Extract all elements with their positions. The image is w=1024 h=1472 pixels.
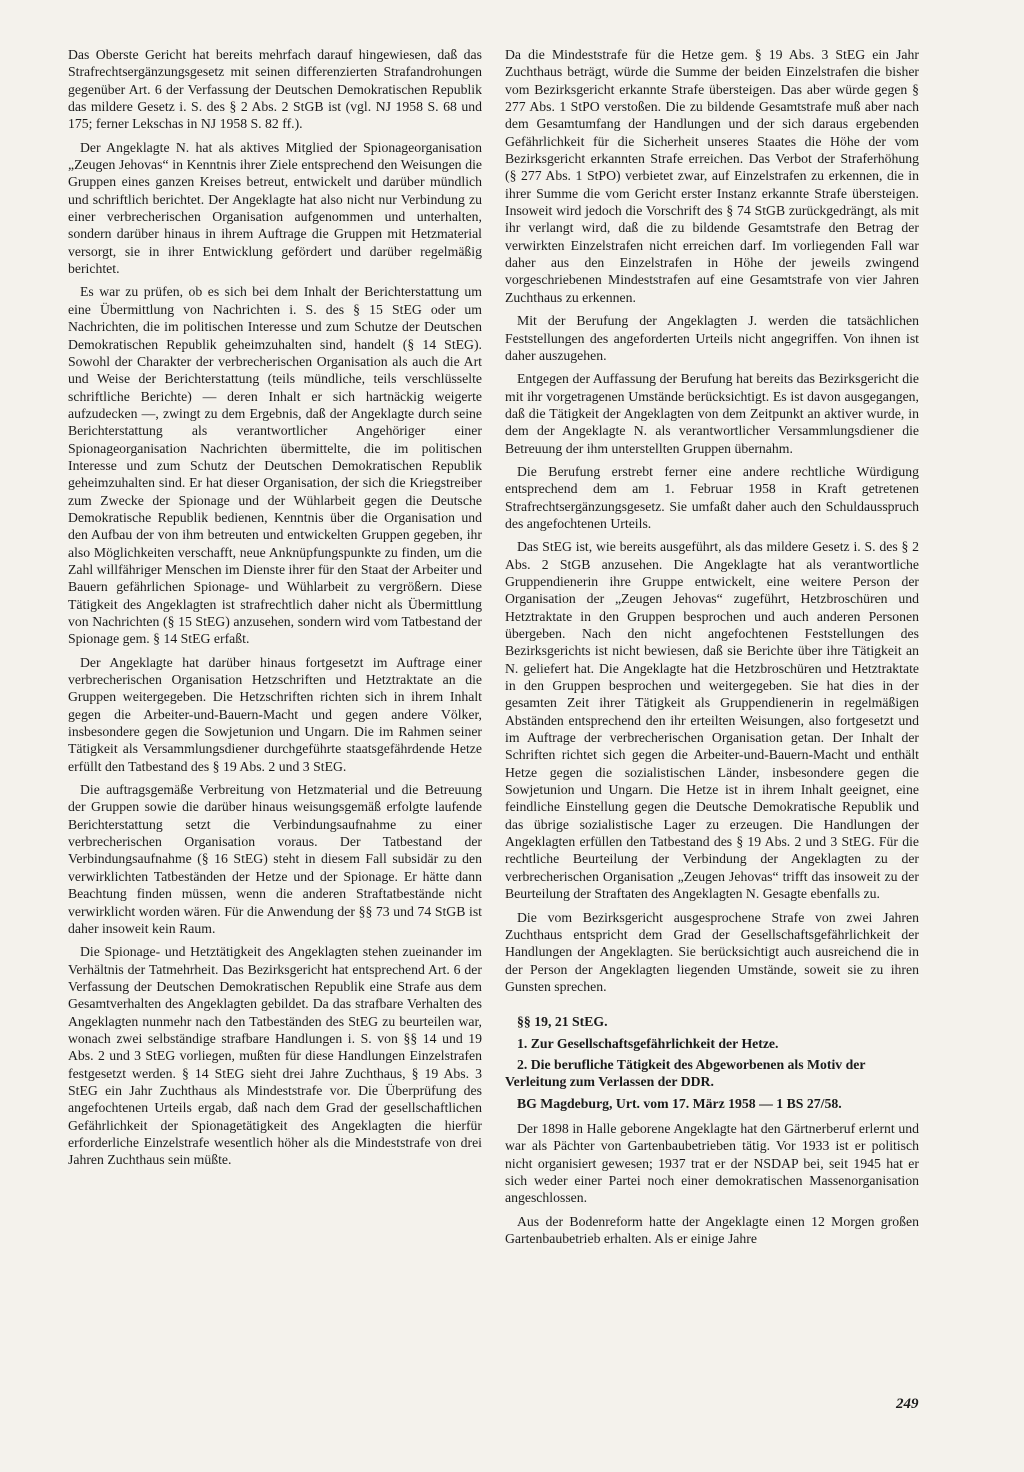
paragraph: Entgegen der Auffassung der Berufung hat bereits das Bezirksgericht die mit ihr vorgetragenen Umstände berücksichtigt. Es ist davon ausgegangen, daß die Tätigkeit der Angeklagten von dem Zeitpunkt an aktiver wurde, in dem der Angeklagte N. als verantwortlicher Versammlungsdiener die Betreuung der ihm unterstellten Gruppen übernahm. [505, 371, 919, 456]
paragraph: Der 1898 in Halle geborene Angeklagte hat den Gärtnerberuf erlernt und war als Pächter von Gartenbaubetrieben tätig. Vor 1933 ist er politisch nicht organisiert gewesen; 1937 trat er der NSDAP bei, seit 1945 hat er sich weder einer Partei noch einer demokratischen Massenorganisation angeschlossen. [505, 1120, 919, 1206]
page-number: 249 [896, 1396, 919, 1412]
paragraph: Die vom Bezirksgericht ausgesprochene Strafe von zwei Jahren Zuchthaus entspricht dem Grad der Gesellschaftsgefährlichkeit der Handlungen der Angeklagten. Sie berücksichtigt auch ausreichend die in der Person der Angeklagten liegenden Umstände, soweit sie zu ihren Gunsten sprechen. [505, 909, 919, 994]
paragraph: Die Berufung erstrebt ferner eine andere rechtliche Würdigung entsprechend dem am 1. Februar 1958 in Kraft getretenen Strafrechtsergänzungsgesetz. Sie umfaßt daher auch den Schuldausspruch des angefochtenen Urteils. [505, 463, 919, 531]
paragraph: Mit der Berufung der Angeklagten J. werden die tatsächlichen Feststellungen des angeforderten Urteils nicht angegriffen. Von ihnen ist daher auszugehen. [505, 313, 919, 363]
paragraph: Der Angeklagte N. hat als aktives Mitglied der Spionageorganisation „Zeugen Jehovas“ in Kenntnis ihrer Ziele entsprechend den Weisungen die Gruppen eines ganzen Kreises betreut, entwickelt und darüber mündlich und schriftlich berichtet. Der Angeklagte hat also nicht nur Verbindung zu einer verbrecherischen Organisation aufgenommen und unterhalten, sondern darüber hinaus in ihrem Auftrage die Gruppen mit Hetzmaterial versorgt, sie in ihrer Entwicklung gefördert und darüber regelmäßig berichtet. [68, 139, 482, 277]
section-point-1: 1. Zur Gesellschaftsgefährlichkeit der Hetze. [517, 1035, 779, 1051]
paragraph: Es war zu prüfen, ob es sich bei dem Inhalt der Berichterstattung um eine Übermittlung von Nachrichten i. S. des § 15 StEG oder um Nachrichten, die im politischen Interesse und zum Schutze der Deutschen Demokratischen Republik geheimzuhalten sind, handelt (§ 14 StEG). Sowohl der Charakter der verbrecherischen Organisation als auch die Art und Weise der Berichterstattung (teils mündliche, teils verschlüsselte schriftliche Berichte) — deren Inhalt er sich hartnäckig weigerte aufzudecken —, zwingt zu dem Ergebnis, daß der Angeklagte durch seine Berichterstattung als verantwortlicher Angehöriger einer Spionageorganisation Nachrichten übermittelte, die im politischen Interesse und zum Schutz der Deutschen Demokratischen Republik geheimzuhalten sind. Er hat dieser Organisation, der sich die Kriegstreiber zum Zwecke der Spionage und der Wühlarbeit gegen die Deutsche Demokratische Republik bedienen, Kenntnis über die Organisation und den Aufbau der von ihm betreuten und entwickelten Gruppen gegeben, ihr also Möglichkeiten verschafft, neue Anknüpfungspunkte zu finden, um die Zahl willfähriger Menschen im Dienste ihrer für den Staat der Arbeiter und Bauern gefährlichen Spionage- und Wühlarbeit zu vergrößern. Diese Tätigkeit des Angeklagten ist strafrechtlich daher nicht als Übermittlung von Nachrichten (§ 15 StEG) anzusehen, sondern wird vom Tatbestand der Spionage gem. § 14 StEG erfaßt. [68, 284, 482, 647]
paragraph: Da die Mindeststrafe für die Hetze gem. § 19 Abs. 3 StEG ein Jahr Zuchthaus beträgt, würde die Summe der beiden Einzelstrafen die bisher vom Bezirksgericht erkannte Strafe übersteigen. Das aber würde gegen § 277 Abs. 1 StPO verstoßen. Die zu bildende Gesamtstrafe muß aber nach dem Gesamtumfang der Handlungen und der sich daraus ergebenden Gefährlichkeit für die Sicherheit unseres Staates die Höhe der vom Bezirksgericht erkannten Strafe erreichen. Das Verbot der Straferhöhung (§ 277 Abs. 1 StPO) verbietet zwar, auf Einzelstrafen zu erkennen, die in ihrer Summe die vom Gericht erster Instanz erkannte Strafe übersteigen. Insoweit wird jedoch die Vorschrift des § 74 StGB zurückgedrängt, als mit ihr verlangt wird, daß die zu bildende Gesamtstrafe den Betrag der verwirkten Einzelstrafen nicht erreichen darf. Im vorliegenden Fall war daher aus den Einzelstrafen in Höhe der jeweils zwingend vorgeschriebenen Mindeststrafen auf eine Gesamtstrafe von vier Jahren Zuchthaus zu erkennen. [505, 47, 919, 305]
paragraph: Die auftragsgemäße Verbreitung von Hetzmaterial und die Betreuung der Gruppen sowie die darüber hinaus weisungsgemäß erfolgte laufende Berichterstattung setzt die Verbindungsaufnahme zu einer verbrecherischen Organisation voraus. Der Tatbestand der Verbindungsaufnahme (§ 16 StEG) steht in diesem Fall subsidär zu den verwirklichten Tatbeständen der Hetze und der Spionage. Er hätte dann Beachtung finden müssen, wenn die anderen Straftatbestände nicht verwirklicht worden wären. Für die Anwendung der §§ 73 und 74 StGB ist daher insoweit kein Raum. [68, 782, 482, 936]
paragraph: Der Angeklagte hat darüber hinaus fortgesetzt im Auftrage einer verbrecherischen Organisation Hetzschriften und Hetztraktate an die Gruppen weitergegeben. Die Hetzschriften richten sich in ihrem Inhalt gegen die Arbeiter-und-Bauern-Macht und gegen andere Völker, insbesondere gegen die Sowjetunion und Ungarn. Die im Rahmen seiner Tätigkeit als Versammlungsdiener durchgeführte staatsgefährdende Hetze erfüllt den Tatbestand des § 19 Abs. 2 und 3 StEG. [68, 654, 482, 774]
right-column [505, 46, 919, 1253]
paragraph: Das StEG ist, wie bereits ausgeführt, als das mildere Gesetz i. S. des § 2 Abs. 2 StGB anzusehen. Die Angeklagte hat als verantwortliche Gruppendienerin ihre Gruppe entwickelt, eine weitere Person der Organisation der „Zeugen Jehovas“ zugeführt, Hetzbroschüren und Hetztraktate in den Gruppen besprochen und auch anderen Personen übergeben. Nach den nicht angefochtenen Feststellungen des Bezirksgerichts ist nicht bewiesen, daß sie Berichte über ihre Tätigkeit an N. geliefert hat. Die Angeklagte hat die Hetzbroschüren und Hetztraktate in den Gruppen besprochen und weitergegeben. Sie hat dies in der gesamten Zeit ihrer Tätigkeit als Gruppendienerin in regelmäßigen Abständen entsprechend den ihr erteilten Weisungen, also fortgesetzt und im Auftrage der verbrecherischen Organisation getan. Der Inhalt der Schriften richtet sich gegen die Arbeiter-und-Bauern-Macht und enthält Hetze gegen die sozialistischen Länder, insbesondere gegen die Sowjetunion und Ungarn. Die Hetze ist in ihrem Inhalt geeignet, eine feindliche Einstellung gegen die Deutsche Demokratische Republik und das übrige sozialistische Lager zu erzeugen. Die Handlungen der Angeklagten erfüllen den Tatbestand des § 19 Abs. 2 und 3 StEG. Für die rechtliche Beurteilung der Verbindung der Angeklagten zu der verbrecherischen Organisation „Zeugen Jehovas“ trifft das insoweit zu der Beurteilung der Straftaten des Angeklagten N. Gesagte ebenfalls zu. [505, 539, 919, 902]
court-reference: BG Magdeburg, Urt. vom 17. März 1958 — 1 BS 27/58. [517, 1095, 842, 1111]
section-point-2: 2. Die berufliche Tätigkeit des Abgeworbenen als Motiv der Verleitung zum Verlassen der DDR. [505, 1056, 866, 1090]
paragraph: Die Spionage- und Hetztätigkeit des Angeklagten stehen zueinander im Verhältnis der Tatmehrheit. Das Bezirksgericht hat entsprechend Art. 6 der Verfassung der Deutschen Demokratischen Republik eine Strafe aus dem Gesamtverhalten des Angeklagten gebildet. Da das strafbare Verhalten des Angeklagten nunmehr nach den Tatbeständen des StEG zu beurteilen war, wonach zwei selbständige strafbare Handlungen i. S. von §§ 14 und 19 Abs. 2 und 3 StEG vorliegen, mußten für diese Handlungen Einzelstrafen festgesetzt werden. § 14 StEG sieht drei Jahre Zuchthaus, § 19 Abs. 3 StEG ein Jahr Zuchthaus als Mindeststrafe vor. Die Überprüfung des angefochtenen Urteils ergab, daß nach dem Grad der gesellschaftlichen Gefährlichkeit der Spionagetätigkeit des Angeklagten die hierfür erforderliche Einzelstrafe wesentlich höher als die Mindeststrafe von drei Jahren Zuchthaus sein müßte. [68, 944, 482, 1168]
paragraph: Aus der Bodenreform hatte der Angeklagte einen 12 Morgen großen Gartenbaubetrieb erhalten. Als er einige Jahre [505, 1213, 919, 1246]
paragraph: Das Oberste Gericht hat bereits mehrfach darauf hingewiesen, daß das Strafrechtsergänzungsgesetz mit seinen differenzierten Strafandrohungen gegenüber Art. 6 der Verfassung der Deutschen Demokratischen Republik das mildere Gesetz i. S. des § 2 Abs. 2 StGB ist (vgl. NJ 1958 S. 68 und 175; ferner Lekschas in NJ 1958 S. 82 ff.). [68, 47, 482, 132]
section-heading: §§ 19, 21 StEG. [517, 1014, 608, 1030]
left-column [68, 46, 482, 1175]
